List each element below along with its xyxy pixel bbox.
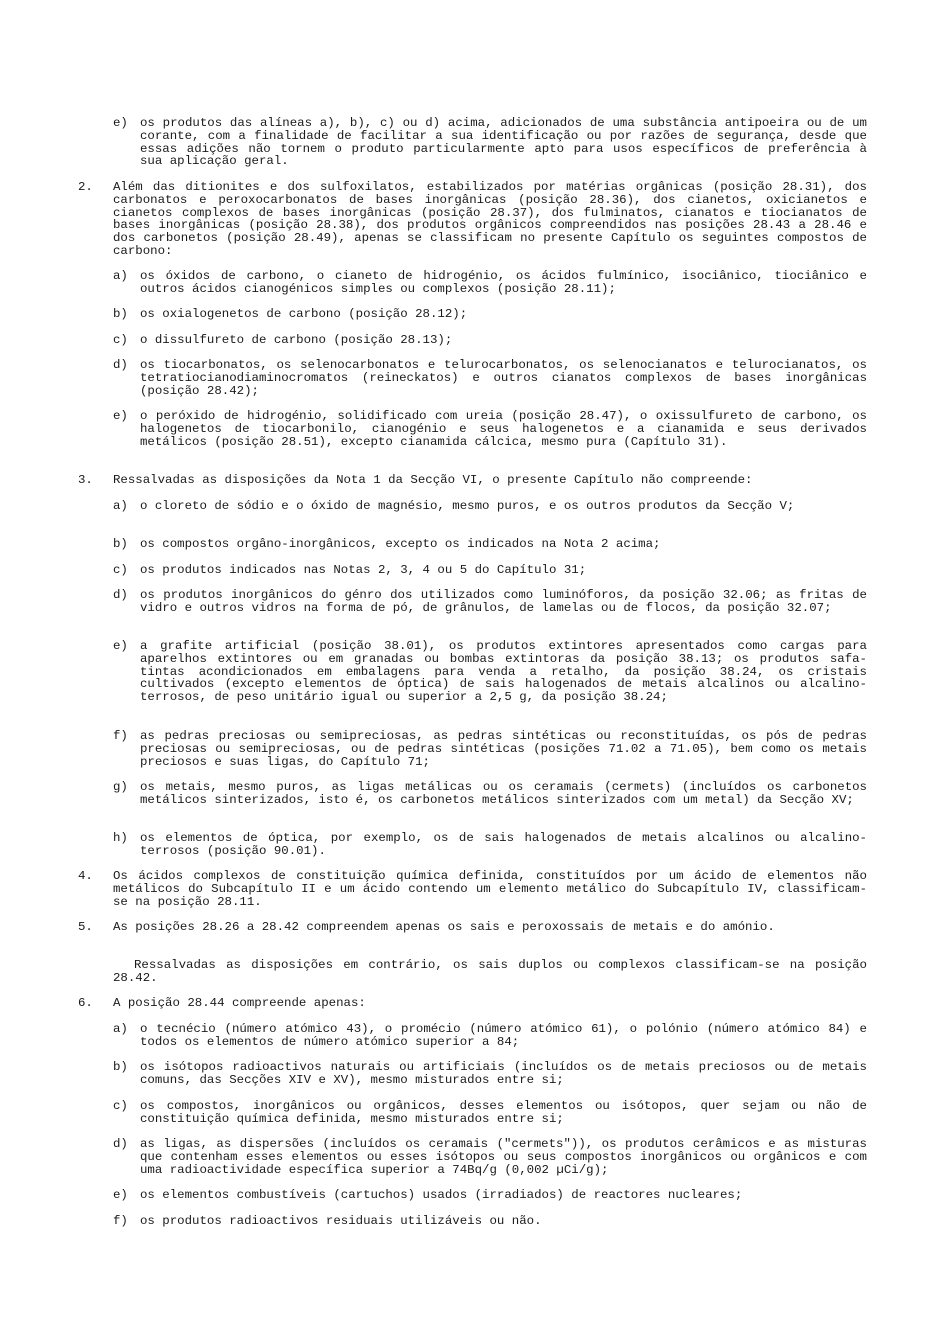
item-text: os produtos indicados nas Notas 2, 3, 4 ou 5 do Capítulo 31;	[140, 563, 587, 577]
item-label: b)	[113, 307, 128, 321]
item-text: os produtos inorgânicos do génro dos utilizados como luminóforos, da posição 32.06; as fritas de vidro e outros vidros na forma de pó, de grânulos, de lamelas ou de flocos, da posição 32.07;	[140, 588, 867, 615]
item-label: c)	[113, 563, 128, 577]
item-text: os compostos, inorgânicos ou orgânicos, desses elementos ou isótopos, quer sejam ou não de constituição química definida, mesmo misturados entre si;	[140, 1099, 867, 1126]
item-text: os produtos radioactivos residuais utilizáveis ou não.	[140, 1214, 542, 1228]
note-number: 4.	[78, 869, 93, 883]
item-label: f)	[113, 729, 128, 743]
item-label: d)	[113, 588, 128, 602]
item-label: e)	[113, 409, 128, 423]
note-paragraph: Ressalvadas as disposições em contrário, os sais duplos ou complexos classificam-se na posição 28.42.	[113, 958, 867, 985]
item-text: os produtos das alíneas a), b), c) ou d) acima, adicionados de uma substância antipoeira ou de um corante, com a finalidade de facilitar a sua identificação ou por razões de segurança, desde que essas adições não tornem o produto particularmente apto para usos específicos de preferência à sua aplicação geral.	[140, 116, 867, 169]
item-label: d)	[113, 1137, 128, 1151]
item-label: b)	[113, 1060, 128, 1074]
item-text: os tiocarbonatos, os selenocarbonatos e telurocarbonatos, os selenocianatos e telurocianatos, os tetratiocianodiaminocromatos (reineckatos) e outros cianatos complexos de bases inorgânicas (posição 28.42);	[140, 358, 867, 398]
item-label: e)	[113, 116, 128, 130]
item-label: e)	[113, 1188, 128, 1202]
note-number: 6.	[78, 996, 93, 1010]
item-label: h)	[113, 831, 128, 845]
note-text: Além das ditionites e dos sulfoxilatos, estabilizados por matérias orgânicas (posição 28.31), dos carbonatos e peroxocarbonatos de bases inorgânicas (posição 28.36), dos cianetos, oxicianetos e cianetos complexos de bases inorgânicas (posição 28.37), dos fulminatos, cianatos e tiocianatos de bases inorgânicas (posição 28.38), dos produtos orgânicos compreendidos nas posições 28.43 a 28.46 e dos carbonetos (posição 28.49), apenas se classificam no presente Capítulo os seguintes compostos de carbono:	[113, 180, 867, 258]
note-text: A posição 28.44 compreende apenas:	[113, 996, 366, 1010]
item-text: os metais, mesmo puros, as ligas metálicas ou os ceramais (cermets) (incluídos os carbonetos metálicos sinterizados, isto é, os carbonetos metálicos sinterizados com um metal) da Secção XV;	[140, 780, 867, 807]
item-label: d)	[113, 358, 128, 372]
item-label: g)	[113, 780, 128, 794]
item-text: os elementos de óptica, por exemplo, os de sais halogenados de metais alcalinos ou alcalino-terrosos (posição 90.01).	[140, 831, 867, 858]
item-label: e)	[113, 639, 128, 653]
item-label: c)	[113, 333, 128, 347]
item-text: os isótopos radioactivos naturais ou artificiais (incluídos os de metais preciosos ou de metais comuns, das Secções XIV e XV), mesmo misturados entre si;	[140, 1060, 867, 1087]
item-label: f)	[113, 1214, 128, 1228]
item-label: c)	[113, 1099, 128, 1113]
item-text: os oxialogenetos de carbono (posição 28.12);	[140, 307, 468, 321]
note-number: 5.	[78, 920, 93, 934]
note-text: As posições 28.26 a 28.42 compreendem apenas os sais e peroxossais de metais e do amónio.	[113, 920, 775, 934]
item-text: o peróxido de hidrogénio, solidificado com ureia (posição 28.47), o oxissulfureto de carbono, os halogenetos de tiocarbonilo, cianogénio e seus halogenetos e a cianamida e seus derivados metálicos (posição 28.51), excepto cianamida cálcica, mesmo pura (Capítulo 31).	[140, 409, 867, 449]
item-text: os óxidos de carbono, o cianeto de hidrogénio, os ácidos fulmínico, isociânico, tiociânico e outros ácidos cianogénicos simples ou complexos (posição 28.11);	[140, 269, 867, 296]
item-label: a)	[113, 499, 128, 513]
item-text: as ligas, as dispersões (incluídos os ceramais ("cermets")), os produtos cerâmicos e as misturas que contenham esses elementos ou esses isótopos ou seus compostos inorgânicos ou orgânicos e com uma radioactividade específica superior a 74Bq/g (0,002 µCi/g);	[140, 1137, 867, 1177]
item-text: o tecnécio (número atómico 43), o promécio (número atómico 61), o polónio (número atómico 84) e todos os elementos de número atómico superior a 84;	[140, 1022, 867, 1049]
item-label: a)	[113, 1022, 128, 1036]
item-label: b)	[113, 537, 128, 551]
note-number: 3.	[78, 473, 93, 487]
item-label: a)	[113, 269, 128, 283]
item-text: a grafite artificial (posição 38.01), os produtos extintores apresentados como cargas para aparelhos extintores ou em granadas ou bombas extintoras da posição 38.13; os produtos safa-tintas acondicionados em embalagens para venda a retalho, da posição 38.24, os cristais cultivados (excepto elementos de óptica) de sais halogenados de metais alcalinos ou alcalino-terrosos, de peso unitário igual ou superior a 2,5 g, da posição 38.24;	[140, 639, 867, 705]
item-text: os elementos combustíveis (cartuchos) usados (irradiados) de reactores nucleares;	[140, 1188, 743, 1202]
note-text: Os ácidos complexos de constituição química definida, constituídos por um ácido de elementos não metálicos do Subcapítulo II e um ácido contendo um elemento metálico do Subcapítulo IV, classificam-se na posição 28.11.	[113, 869, 867, 909]
item-text: o cloreto de sódio e o óxido de magnésio, mesmo puros, e os outros produtos da Secção V;	[140, 499, 795, 513]
item-text: os compostos orgâno-inorgânicos, excepto os indicados na Nota 2 acima;	[140, 537, 661, 551]
item-text: o dissulfureto de carbono (posição 28.13);	[140, 333, 453, 347]
note-text: Ressalvadas as disposições da Nota 1 da Secção VI, o presente Capítulo não compreende:	[113, 473, 753, 487]
item-text: as pedras preciosas ou semipreciosas, as pedras sintéticas ou reconstituídas, os pós de pedras preciosas ou semipreciosas, ou de pedras sintéticas (posições 71.02 a 71.05), bem como os metais preciosos e suas ligas, do Capítulo 71;	[140, 729, 867, 769]
note-number: 2.	[78, 180, 93, 194]
